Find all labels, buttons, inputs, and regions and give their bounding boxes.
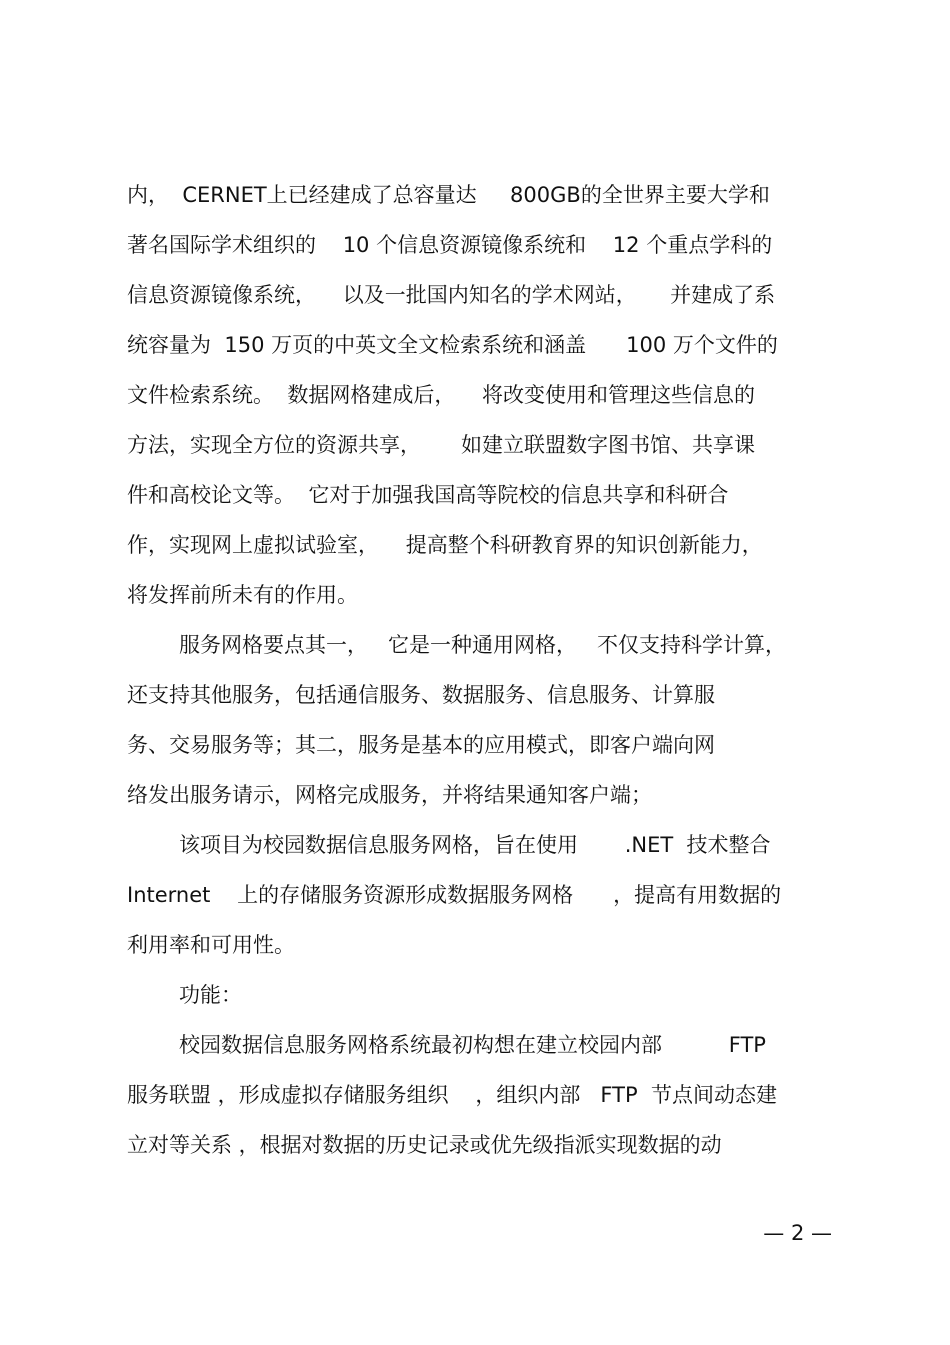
text-line: 件和高校论文等。 它对于加强我国高等院校的信息共享和科研合	[127, 483, 729, 507]
text-line: 作，实现网上虚拟试验室， 提高整个科研教育界的知识创新能力，	[127, 533, 763, 557]
text-line: 利用率和可用性。	[127, 933, 295, 957]
text-line: 内， CERNET上已经建成了总容量达 800GB的全世界主要大学和	[127, 183, 770, 207]
text-line: 将发挥前所未有的作用。	[127, 583, 358, 607]
text-line: 统容量为 150 万页的中英文全文检索系统和涵盖 100 万个文件的	[127, 333, 778, 357]
page-number: — 2 —	[763, 1221, 832, 1245]
text-line: 务、交易服务等；其二，服务是基本的应用模式，即客户端向网	[127, 733, 715, 757]
text-line: 络发出服务请示，网格完成服务，并将结果通知客户端；	[127, 783, 652, 807]
text-line: 文件检索系统。 数据网格建成后， 将改变使用和管理这些信息的	[127, 383, 756, 407]
text-line: 校园数据信息服务网格系统最初构想在建立校园内部 FTP	[179, 1033, 766, 1057]
body-text	[127, 170, 827, 1170]
text-line: 立对等关系 ，根据对数据的历史记录或优先级指派实现数据的动	[127, 1133, 722, 1157]
text-line: 服务联盟 ，形成虚拟存储服务组织 ，组织内部 FTP 节点间动态建	[127, 1083, 777, 1107]
text-line: Internet 上的存储服务资源形成数据服务网格 ，提高有用数据的	[127, 883, 782, 907]
text-line: 还支持其他服务，包括通信服务、数据服务、信息服务、计算服	[127, 683, 715, 707]
text-line: 该项目为校园数据信息服务网格，旨在使用 .NET 技术整合	[179, 833, 771, 857]
text-line: 方法，实现全方位的资源共享， 如建立联盟数字图书馆、共享课	[127, 433, 756, 457]
text-line: 功能：	[179, 983, 242, 1007]
text-line: 著名国际学术组织的 10 个信息资源镜像系统和 12 个重点学科的	[127, 233, 773, 257]
text-line: 服务网格要点其一， 它是一种通用网格， 不仅支持科学计算，	[179, 633, 787, 657]
text-line: 信息资源镜像系统， 以及一批国内知名的学术网站， 并建成了系	[127, 283, 776, 307]
